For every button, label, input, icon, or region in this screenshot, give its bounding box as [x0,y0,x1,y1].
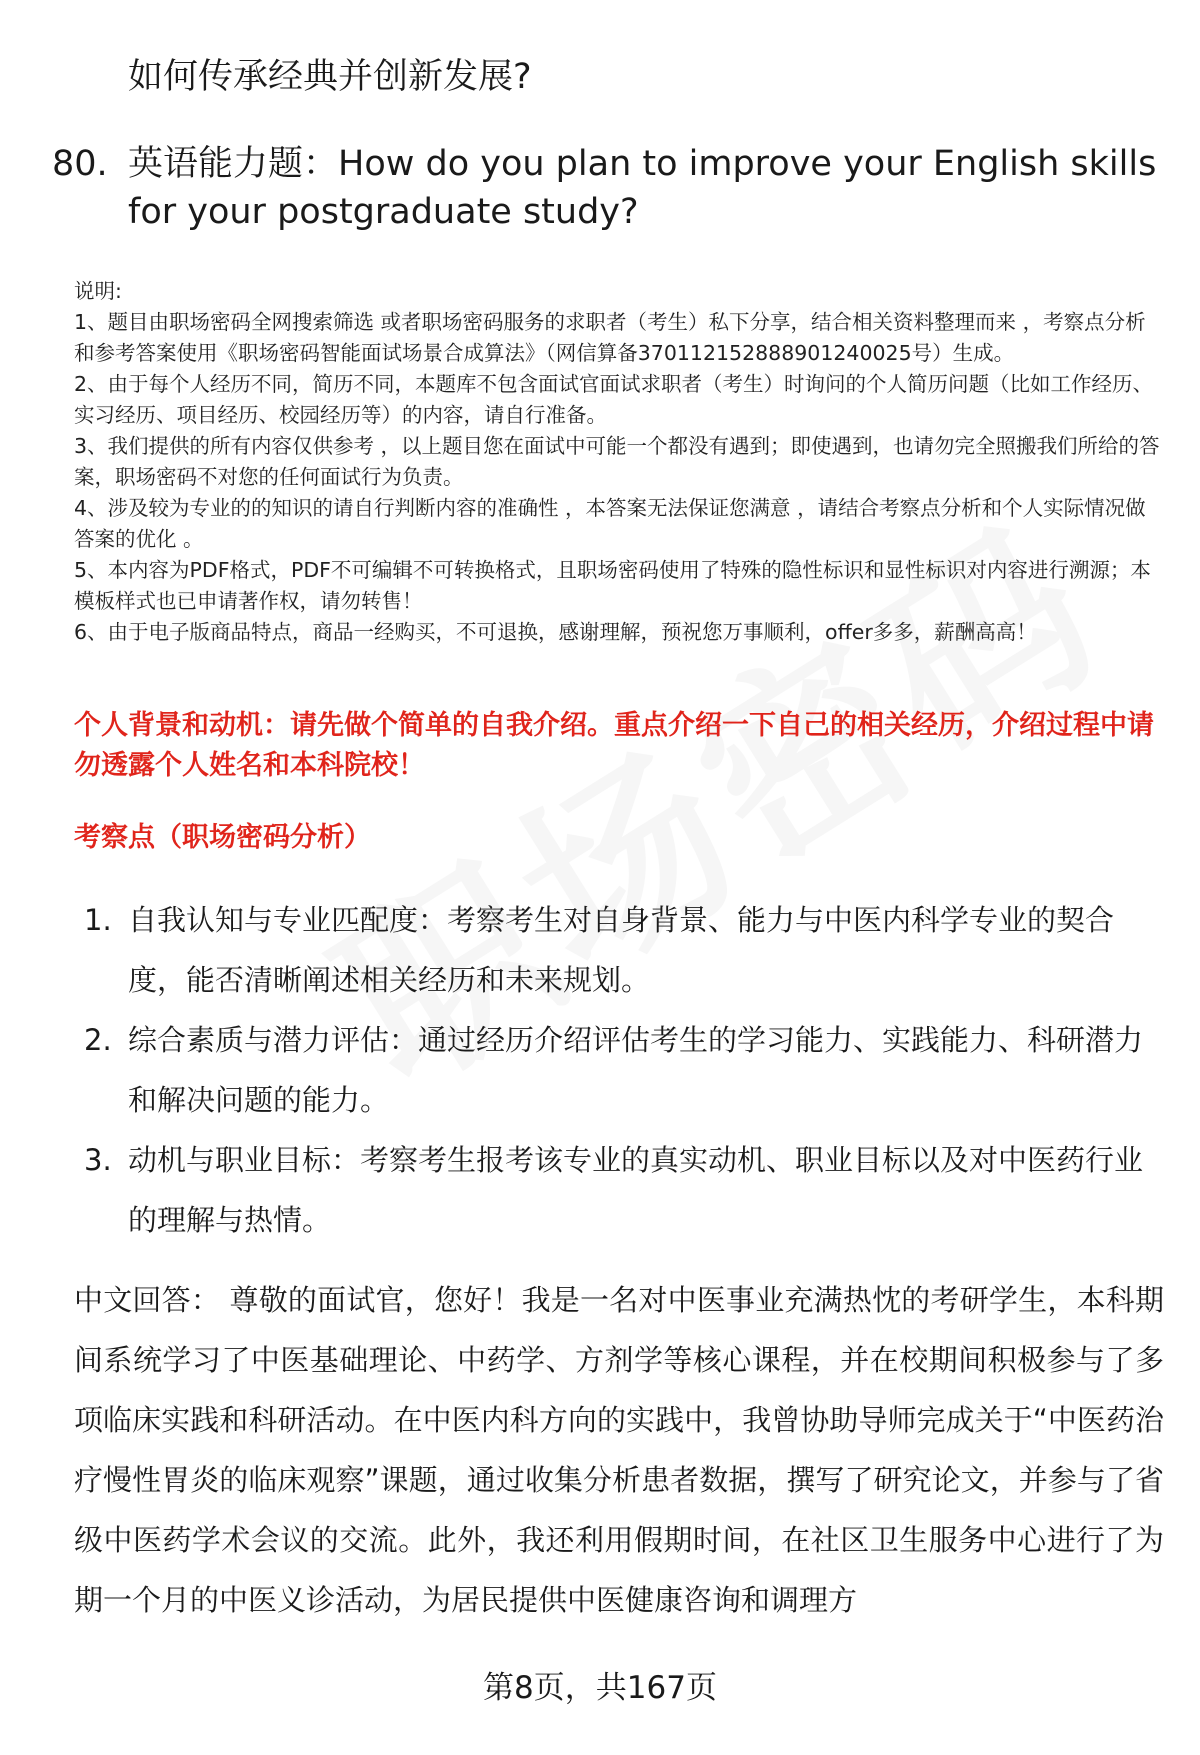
question-item [52,140,1162,236]
notes-heading: 说明: [74,279,122,303]
analysis-points [74,890,1164,1250]
note-item: 3、我们提供的所有内容仅供参考 ，以上题目您在面试中可能一个都没有遇到；即使遇到，也请勿完全照搬我们所给的答案，职场密码不对您的任何面试行为负责。 [74,434,1160,489]
analysis-heading: 考察点（职场密码分析） [74,822,371,853]
topic-heading: 个人背景和动机：请先做个简单的自我介绍。重点介绍一下自己的相关经历，介绍过程中请勿透露个人姓名和本科院校！ [74,710,1154,781]
note-item: 4、涉及较为专业的的知识的请自行判断内容的准确性 ，本答案无法保证您满意 ，请结合考察点分析和个人实际情况做答案的优化 。 [74,496,1146,551]
note-item: 2、由于每个人经历不同，简历不同，本题库不包含面试官面试求职者（考生）时询问的个人简历问题（比如工作经历、实习经历、项目经历、校园经历等）的内容，请自行准备。 [74,372,1154,427]
note-item: 1、题目由职场密码全网搜索筛选 或者职场密码服务的求职者（考生）私下分享，结合相关资料整理而来 ，考察点分析和参考答案使用《职场密码智能面试场景合成算法》（网信算备370112152888901240025号）生成。 [74,310,1146,365]
note-item: 5、本内容为PDF格式，PDF不可编辑不可转换格式，且职场密码使用了特殊的隐性标识和显性标识对内容进行溯源；本模板样式也已申请著作权，请勿转售！ [74,558,1151,613]
answer-text: 中文回答： 尊敬的面试官，您好！我是一名对中医事业充满热忱的考研学生，本科期间系统学习了中医基础理论、中药学、方剂学等核心课程，并在校期间积极参与了多项临床实践和科研活动。在中医内科方向的实践中，我曾协助导师完成关于“中医药治疗慢性胃炎的临床观察”课题，通过收集分析患者数据，撰写了研究论文，并参与了省级中医药学术会议的交流。此外，我还利用假期时间，在社区卫生服务中心进行了为期一个月的中医义诊活动，为居民提供中医健康咨询和调理方 [74,1283,1164,1617]
analysis-point-text: 综合素质与潜力评估：通过经历介绍评估考生的学习能力、实践能力、科研潜力和解决问题的能力。 [128,1023,1144,1117]
analysis-point-number: 1. [84,903,112,937]
analysis-point-number: 3. [84,1143,112,1177]
question-text: 英语能力题：How do you plan to improve your English skills for your postgraduate study? [128,144,1157,232]
analysis-point [74,1010,1164,1130]
note-item: 6、由于电子版商品特点，商品一经购买，不可退换，感谢理解，预祝您万事顺利，offer多多，薪酬高高！ [74,620,1037,644]
question-number: 80. [52,144,108,184]
analysis-point [74,890,1164,1010]
page-footer: 第8页，共167页 [483,1670,717,1706]
question-continuation: 如何传承经典并创新发展? [128,57,532,97]
notes-section [74,276,1162,648]
analysis-point-text: 自我认知与专业匹配度：考察考生对自身背景、能力与中医内科学专业的契合度，能否清晰阐述相关经历和未来规划。 [128,903,1115,997]
analysis-point-text: 动机与职业目标：考察考生报考该专业的真实动机、职业目标以及对中医药行业的理解与热情。 [128,1143,1144,1237]
analysis-point [74,1130,1164,1250]
analysis-point-number: 2. [84,1023,112,1057]
